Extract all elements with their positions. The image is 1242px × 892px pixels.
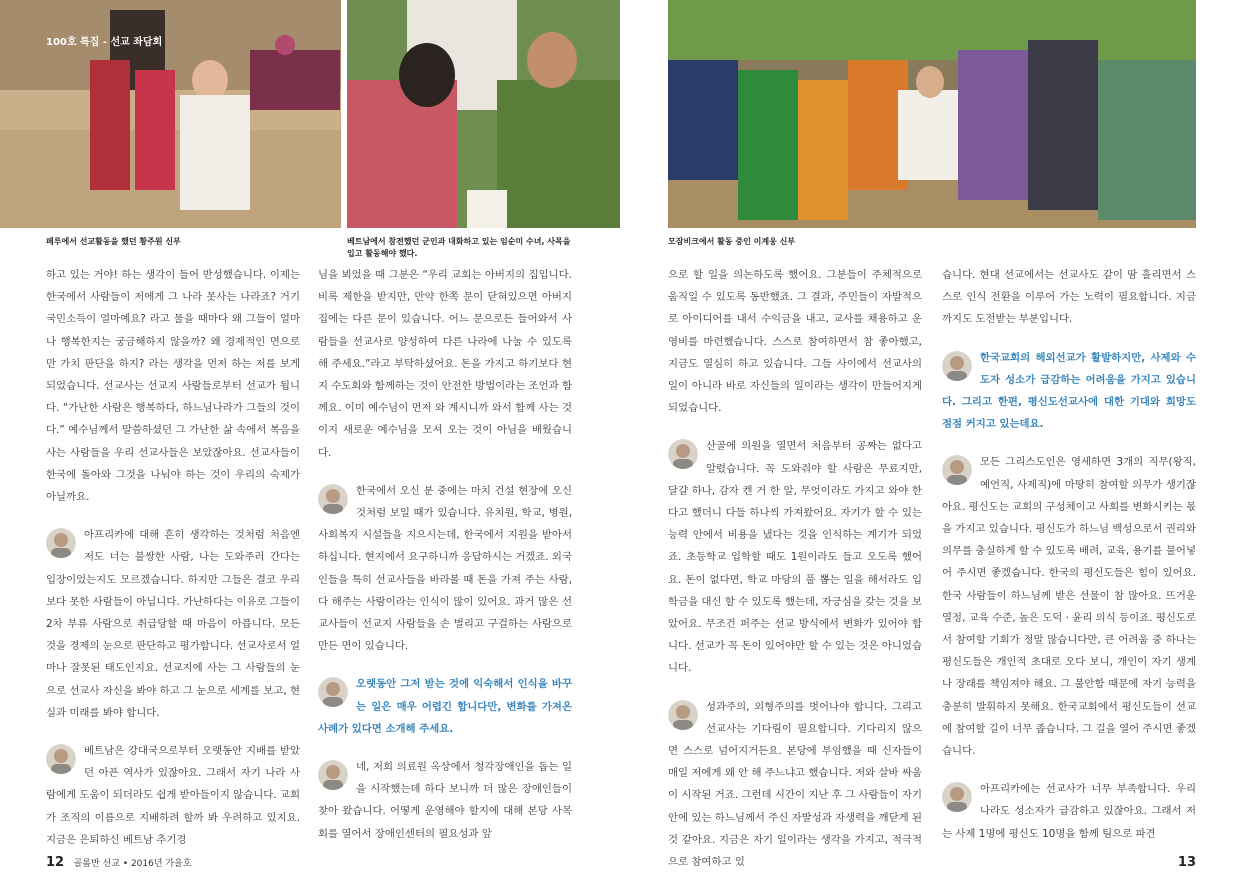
paragraph-text: 하고 있는 거야! 하는 생각이 들어 반성했습니다. 이제는 한국에서 사람들이 저에게 그 나라 못사는 나라죠? 거기 국민소득이 얼마예요? 라고 물을 때마다 왜 그들이 얼마나 행복한지는 궁금해하지 않을까? 왜 경제적인 면으로만 가치 판단을 하지? 라는 생각을 먼저 하는 저를 보게 되었습니다. 선교사는 선교지 사람들로부터 선교가 됩니다. “가난한 사람은 행복하다, 하느님나라가 그들의 것이다.” 예수님께서 말씀하셨던 그 가난한 삶 속에서 복음을 사는 사람들을 우리 선교사들은 보았잖아요. 선교사들이 한국에 돌아와 그것을 나눠야 하는 것이 우리의 숙제가 아닐까요. — [46, 269, 300, 504]
right-footer — [1178, 855, 1196, 870]
avatar-icon — [942, 351, 972, 381]
avatar-icon — [318, 760, 348, 790]
speaker-paragraph — [668, 435, 922, 679]
avatar-icon — [46, 744, 76, 774]
speaker-paragraph — [942, 264, 1196, 331]
speaker-paragraph — [46, 740, 300, 851]
text-column-3 — [668, 264, 922, 873]
speaker-paragraph — [668, 264, 922, 419]
speaker-paragraph — [942, 778, 1196, 845]
paragraph-text: 한국교회의 해외선교가 활발하지만, 사제와 수도자 성소가 급감하는 어려움을 가지고 있습니다. 그리고 한편, 평신도선교사에 대한 기대와 희망도 점점 커지고 있는데요. — [942, 351, 1196, 431]
paragraph-text: 으로 할 일을 의논하도록 했어요. 그분들이 주체적으로 움직일 수 있도록 동반했죠. 그 결과, 주민들이 자발적으로 아이디어를 내서 수익금을 내고, 교사를 채용하고 운영비를 마련했습니다. 스스로 참여하면서 참 좋아했고, 지금도 열심히 하고 있습니다. 그들 사이에서 선교사의 일이 아니라 바로 자신들의 일이라는 생각이 만들어지게 되었습니다. — [668, 269, 922, 415]
speaker-paragraph — [668, 696, 922, 874]
interviewer-question — [942, 347, 1196, 436]
speaker-paragraph — [318, 480, 572, 658]
text-column-2 — [318, 264, 572, 845]
paragraph-text: 산골에 의원을 열면서 처음부터 공짜는 없다고 알렸습니다. 꼭 도와줘야 할 사람은 무료지만, 달걀 하나, 감자 켄 거 한 알, 무엇이라도 가지고 와야 한다고 했더니 다들 하나씩 가져왔어요. 자기가 할 수 있는 능력 안에서 비용을 냈다는 것을 인식하는 계기가 되었죠. 초등학교 입학할 때도 1원이라도 들고 오도록 했어요. 돈이 없다면, 학교 마당의 풀 뽑는 일을 해서라도 입학금을 대신 할 수 있도록 했는데, 자긍심을 갖는 것을 보았어요. 무조건 퍼주는 선교 방식에서 변화가 있어야 합니다. 선교가 꼭 돈이 있어야만 할 수 있는 것은 아니었습니다. — [668, 440, 922, 675]
photo-vietnam — [347, 0, 620, 228]
avatar-icon — [318, 484, 348, 514]
page-number: 13 — [1177, 855, 1196, 870]
paragraph-text: 아프리카에는 선교사가 너무 부족합니다. 우리나라도 성소자가 급감하고 있잖아요. 그래서 저는 사제 1명에 평신도 10명을 함께 팀으로 파견 — [942, 783, 1196, 840]
speaker-paragraph — [318, 264, 572, 464]
photo-mozambique — [668, 0, 1196, 228]
interviewer-question — [318, 673, 572, 740]
paragraph-text: 습니다. 현대 선교에서는 선교사도 같이 땀 흘리면서 스스로 인식 전환을 이루어 가는 노력이 필요합니다. 지금까지도 도전받는 부분입니다. — [942, 269, 1196, 326]
paragraph-text: 한국에서 오신 분 중에는 마치 건설 현장에 오신 것처럼 보일 때가 있습니다. 유치원, 학교, 병원, 사회복지 시설들을 지으시는데, 한국에서 지원을 받아서 하십니다. 현지에서 요구하니까 응답하시는 거겠죠. 외국인들을 특히 선교사들을 바라볼 때 돈을 가져 주는 사람, 다 해주는 사람이라는 인식이 많이 있어요. 과거 많은 선교사들이 선교지 사람들을 손 벌리고 구걸하는 사람으로 만든 면이 있습니다. — [318, 484, 572, 653]
speaker-paragraph — [942, 451, 1196, 762]
page-number: 12 — [46, 855, 65, 870]
paragraph-text: 네, 저희 의료원 옥상에서 청각장애인을 돕는 일을 시작했는데 하다 보니까 더 많은 장애인들이 찾아 왔습니다. 어떻게 운영해야 할지에 대해 본당 사목회를 열어서 장애인센터의 필요성과 앞 — [318, 761, 572, 840]
paragraph-text: 아프리카에 대해 흔히 생각하는 것처럼 처음엔 저도 너는 불쌍한 사람, 나는 도와주러 간다는 입장이었는지도 모르겠습니다. 하지만 그들은 결코 우리보다 못한 사람들이 아닙니다. 가난하다는 이유로 그들이 2차 부류 사람으로 취급당할 때 마음이 아픕니다. 모든 것을 경제의 눈으로 판단하고 평가합니다. 선교사로서 얼마나 잘못된 태도인지요. 선교지에 사는 그 사람들의 눈으로 선교사 자신을 봐야 하고 그 눈으로 세계를 보고, 현실과 미래를 봐야 합니다. — [46, 529, 300, 719]
issue-tag: 100호 특집 - 선교 좌담회 — [46, 37, 163, 48]
avatar-icon — [46, 528, 76, 558]
text-column-1 — [46, 264, 300, 851]
speaker-paragraph — [46, 264, 300, 508]
paragraph-text: 님을 뵈었을 때 그분은 “우리 교회는 아버지의 집입니다. 비록 제한을 받지만, 만약 한쪽 문이 닫혀있으면 아버지 집에는 다른 문이 있습니다. 어느 문으로든 들어와서 사람들을 선교사로 양성하여 다른 나라에 나눌 수 있도록 해 주세요.”라고 부탁하셨어요. 돈을 가지고 하기보다 현지 수도회와 함께하는 것이 안전한 방법이라는 조언과 함께요. 이미 예수님이 먼저 와 계시니까 와서 함께 사는 것이지 새로운 예수님을 모셔 오는 것이 아님을 배웠습니다. — [318, 269, 572, 459]
text-column-4 — [942, 264, 1196, 845]
paragraph-text: 오랫동안 그저 받는 것에 익숙해서 인식을 바꾸는 일은 매우 어렵긴 합니다만, 변화를 가져온 사례가 있다면 소개해 주세요. — [318, 678, 572, 735]
avatar-icon — [942, 455, 972, 485]
left-footer — [46, 855, 192, 870]
avatar-icon — [668, 700, 698, 730]
avatar-icon — [318, 677, 348, 707]
photo-caption: 베트남에서 참전했던 군인과 대화하고 있는 임순미 수녀, 사목을 입고 활동해야 했다. — [347, 237, 571, 258]
speaker-paragraph — [318, 756, 572, 845]
paragraph-text: 모든 그리스도인은 영세하면 3개의 직무(왕직, 예언직, 사제직)에 마땅히 참여할 의무가 생기잖아요. 평신도는 교회의 구성체이고 사회를 변화시키는 몫을 가지고 있습니다. 평신도가 하느님 백성으로서 권리와 의무를 충실하게 할 수 있도록 배려, 교육, 용기를 불어넣어 주시면 좋겠습니다. 한국의 평신도들은 힘이 있어요. 한국 사람들이 하느님께 받은 선물이 참 많아요. 뜨거운 열정, 교육 수준, 높은 도덕 · 윤리 의식 등이죠. 평신도로서 참여할 기회가 정말 많습니다만, 큰 어려움 중 하나는 평신도들은 개인적 초대로 오다 보니, 개인이 자기 생계나 장래를 책임져야 해요. 그 불안함 때문에 자기 능력을 충분히 발휘하지 못해요. 한국교회에서 평신도들이 선교에 참여할 길이 너무 좁습니다. 그 길을 열어 주시면 좋겠습니다. — [942, 456, 1196, 758]
photo-caption: 모잠비크에서 활동 중인 이계웅 신부 — [668, 237, 796, 246]
speaker-paragraph — [46, 524, 300, 724]
avatar-icon — [668, 439, 698, 469]
avatar-icon — [942, 782, 972, 812]
photo-caption: 페루에서 선교활동을 했던 황주원 신부 — [46, 237, 181, 246]
magazine-title: 골롬반 선교 • 2016년 가을호 — [73, 859, 192, 869]
paragraph-text: 베트남은 강대국으로부터 오랫동안 지배를 받았던 아픈 역사가 있잖아요. 그래서 자기 나라 사람에게 도움이 되더라도 쉽게 받아들이지 않습니다. 교회가 조직의 이름으로 지배하려 할까 봐 우려하고 있지요. 지금은 은퇴하신 베트남 추기경 — [46, 745, 300, 846]
paragraph-text: 성과주의, 외형주의를 벗어나야 합니다. 그리고 선교사는 기다림이 필요합니다. 기다리지 않으면 스스로 넘어지거든요. 본당에 부임했을 때 신자들이 매일 저에게 왜 안 해 주느냐고 했습니다. 저와 살바 싸움이 시작된 거죠. 그런데 시간이 지난 후 그 사람들이 자기 안에 있는 하느님께서 주신 자발성과 자생력을 깨닫게 된 것 같아요. 지금은 자기 일이라는 생각을 가지고, 적극적으로 참여하고 있 — [668, 700, 922, 869]
